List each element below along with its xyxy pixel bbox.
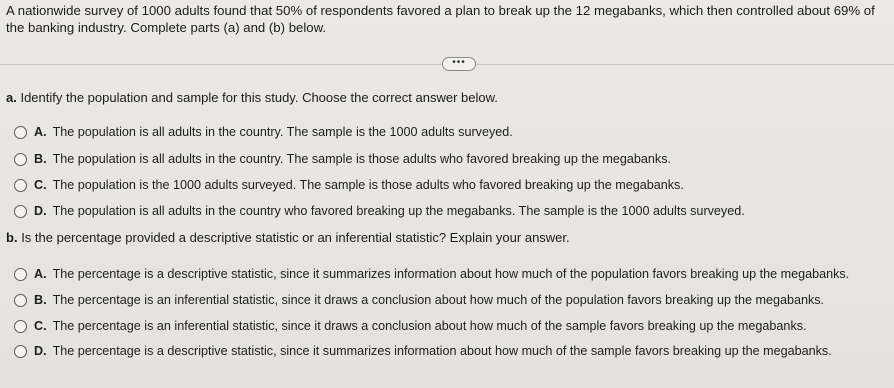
part-a-option-c[interactable] xyxy=(14,177,684,193)
option-text: The percentage is a descriptive statistic, since it summarizes information about how much of the population favors breaking up the megabanks. xyxy=(52,267,850,281)
part-b-option-b[interactable] xyxy=(14,292,824,308)
option-text: The percentage is an inferential statistic, since it draws a conclusion about how much of the population favors breaking up the megabanks. xyxy=(52,293,825,307)
option-text: The population is all adults in the country who favored breaking up the megabanks. The sample is the 1000 adults surveyed. xyxy=(52,204,745,218)
problem-statement: A nationwide survey of 1000 adults found that 50% of respondents favored a plan to break up the 12 megabanks, which then controlled about 69% of the banking industry. Complete parts (a) and (b) below. xyxy=(6,3,875,35)
option-text: The percentage is an inferential statistic, since it draws a conclusion about how much of the sample favors breaking up the megabanks. xyxy=(52,319,807,333)
section-divider xyxy=(0,56,894,72)
part-b-question-text: Is the percentage provided a descriptive statistic or an inferential statistic? Explain your answer. xyxy=(21,230,570,245)
part-b-label: b. xyxy=(6,230,18,245)
part-a-option-b[interactable] xyxy=(14,151,671,167)
radio-button[interactable] xyxy=(14,345,27,358)
part-a-question xyxy=(6,90,498,106)
option-letter: B. xyxy=(34,152,47,166)
option-letter: D. xyxy=(34,204,47,218)
option-letter: C. xyxy=(34,178,47,192)
expand-more-button[interactable]: ••• xyxy=(442,57,476,71)
part-b-option-c[interactable] xyxy=(14,318,807,334)
part-b-option-d[interactable] xyxy=(14,343,832,359)
option-letter: D. xyxy=(34,344,47,358)
part-b-option-a[interactable] xyxy=(14,266,849,282)
option-letter: B. xyxy=(34,293,47,307)
option-letter: A. xyxy=(34,267,47,281)
part-a-option-d[interactable] xyxy=(14,203,745,219)
option-letter: C. xyxy=(34,319,47,333)
radio-button[interactable] xyxy=(14,179,27,192)
option-text: The population is all adults in the country. The sample is those adults who favored breaking up the megabanks. xyxy=(52,152,671,166)
radio-button[interactable] xyxy=(14,153,27,166)
radio-button[interactable] xyxy=(14,294,27,307)
radio-button[interactable] xyxy=(14,205,27,218)
radio-button[interactable] xyxy=(14,268,27,281)
part-a-question-text: Identify the population and sample for this study. Choose the correct answer below. xyxy=(20,90,498,105)
option-text: The percentage is a descriptive statistic, since it summarizes information about how much of the sample favors breaking up the megabanks. xyxy=(52,344,832,358)
part-a-option-a[interactable] xyxy=(14,124,513,140)
option-letter: A. xyxy=(34,125,47,139)
part-a-label: a. xyxy=(6,90,17,105)
radio-button[interactable] xyxy=(14,126,27,139)
option-text: The population is all adults in the country. The sample is the 1000 adults surveyed. xyxy=(52,125,513,139)
part-b-question xyxy=(6,230,570,246)
radio-button[interactable] xyxy=(14,320,27,333)
option-text: The population is the 1000 adults surveyed. The sample is those adults who favored breaking up the megabanks. xyxy=(52,178,684,192)
